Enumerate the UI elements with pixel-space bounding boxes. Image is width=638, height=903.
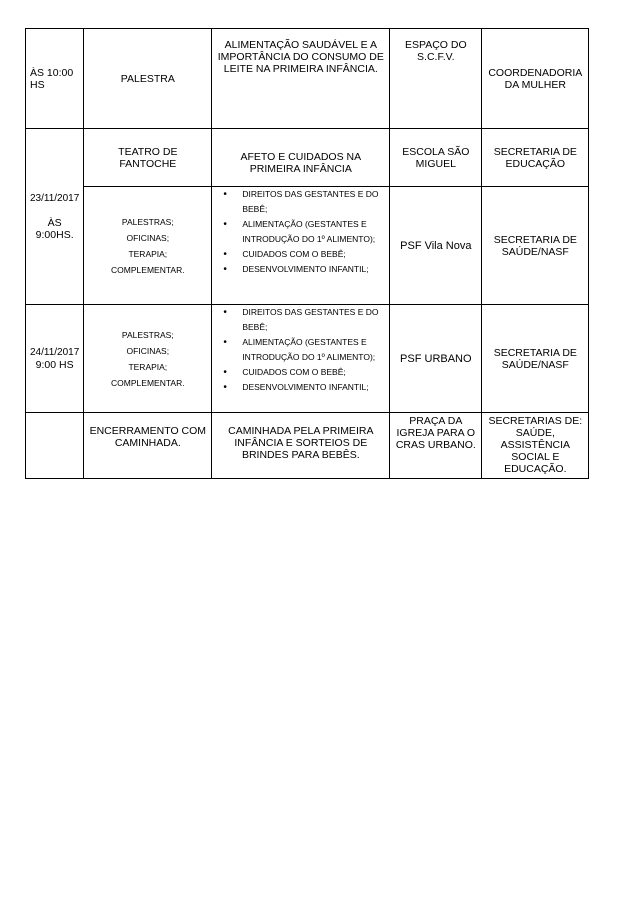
list-item: • DESENVOLVIMENTO INFANTIL; (223, 264, 369, 275)
list-item: • DESENVOLVIMENTO INFANTIL; (223, 382, 369, 393)
list-item: • DIREITOS DAS GESTANTES E DO BEBÊ; (223, 189, 379, 214)
time-cell: ÀS 10:00 HS (26, 29, 84, 129)
responsible-cell: SECRETARIAS DE: SAÚDE, ASSISTÊNCIA SOCIAL E EDUCAÇÃO. (482, 413, 589, 479)
place-cell: ESPAÇO DO S.C.F.V. (390, 29, 482, 129)
activities-cell (84, 305, 212, 413)
bullet-icon: • (223, 382, 227, 393)
table-row (26, 305, 589, 413)
place-cell: PSF Vila Nova (390, 187, 482, 305)
activity-item: TERAPIA; (128, 361, 168, 372)
themes-cell (212, 187, 390, 305)
table-row (26, 129, 589, 187)
list-item: • CUIDADOS COM O BEBÊ; (223, 367, 346, 378)
themes-list (216, 187, 385, 277)
date-text: 24/11/2017 (30, 346, 80, 358)
themes-cell (212, 305, 390, 413)
activity-item: PALESTRAS; (121, 216, 174, 227)
list-item: • DIREITOS DAS GESTANTES E DO BEBÊ; (223, 307, 379, 332)
list-item: • CUIDADOS COM O BEBÊ; (223, 249, 346, 260)
date-cell (26, 305, 84, 413)
schedule-table (25, 28, 589, 479)
place-cell: ESCOLA SÃO MIGUEL (390, 129, 482, 187)
empty-cell (26, 413, 84, 479)
date-cell (26, 129, 84, 305)
bullet-icon: • (223, 219, 227, 230)
date-text: 23/11/2017 (30, 192, 80, 204)
list-item: • ALIMENTAÇÃO (GESTANTES E INTRODUÇÃO DO 1º ALIMENTO); (223, 219, 376, 244)
bullet-icon: • (223, 249, 227, 260)
bullet-icon: • (223, 189, 227, 200)
theme-cell: CAMINHADA PELA PRIMEIRA INFÂNCIA E SORTEIOS DE BRINDES PARA BEBÊS. (212, 413, 390, 479)
bullet-icon: • (223, 264, 227, 275)
responsible-cell: SECRETARIA DE EDUCAÇÃO (482, 129, 589, 187)
responsible-cell: SECRETARIA DE SAÚDE/NASF (482, 187, 589, 305)
list-item: • ALIMENTAÇÃO (GESTANTES E INTRODUÇÃO DO 1º ALIMENTO); (223, 337, 376, 362)
activity-item: OFICINAS; (126, 345, 170, 356)
time-text: 9:00 HS (35, 358, 74, 371)
activity-item: OFICINAS; (126, 232, 170, 243)
activity-cell: TEATRO DE FANTOCHE (84, 129, 212, 187)
theme-cell: ALIMENTAÇÃO SAUDÁVEL E A IMPORTÂNCIA DO CONSUMO DE LEITE NA PRIMEIRA INFÂNCIA. (212, 29, 390, 129)
table-row (26, 413, 589, 479)
activity-cell: ENCERRAMENTO COM CAMINHADA. (84, 413, 212, 479)
responsible-cell: SECRETARIA DE SAÚDE/NASF (482, 305, 589, 413)
activity-item: PALESTRAS; (121, 329, 174, 340)
themes-list (216, 305, 385, 395)
table-row (26, 29, 589, 129)
bullet-icon: • (223, 367, 227, 378)
activity-cell: PALESTRA (84, 29, 212, 129)
time-text: ÀS 9:00HS. (35, 216, 74, 241)
activity-item: TERAPIA; (128, 248, 168, 259)
bullet-icon: • (223, 337, 227, 348)
bullet-icon: • (223, 307, 227, 318)
responsible-cell: COORDENADORIA DA MULHER (482, 29, 589, 129)
activity-item: COMPLEMENTAR. (111, 377, 185, 388)
place-cell: PSF URBANO (390, 305, 482, 413)
place-cell: PRAÇA DA IGREJA PARA O CRAS URBANO. (390, 413, 482, 479)
activities-cell (84, 187, 212, 305)
theme-cell: AFETO E CUIDADOS NA PRIMEIRA INFÂNCIA (212, 129, 390, 187)
activity-item: COMPLEMENTAR. (111, 264, 185, 275)
table-row (26, 187, 589, 305)
